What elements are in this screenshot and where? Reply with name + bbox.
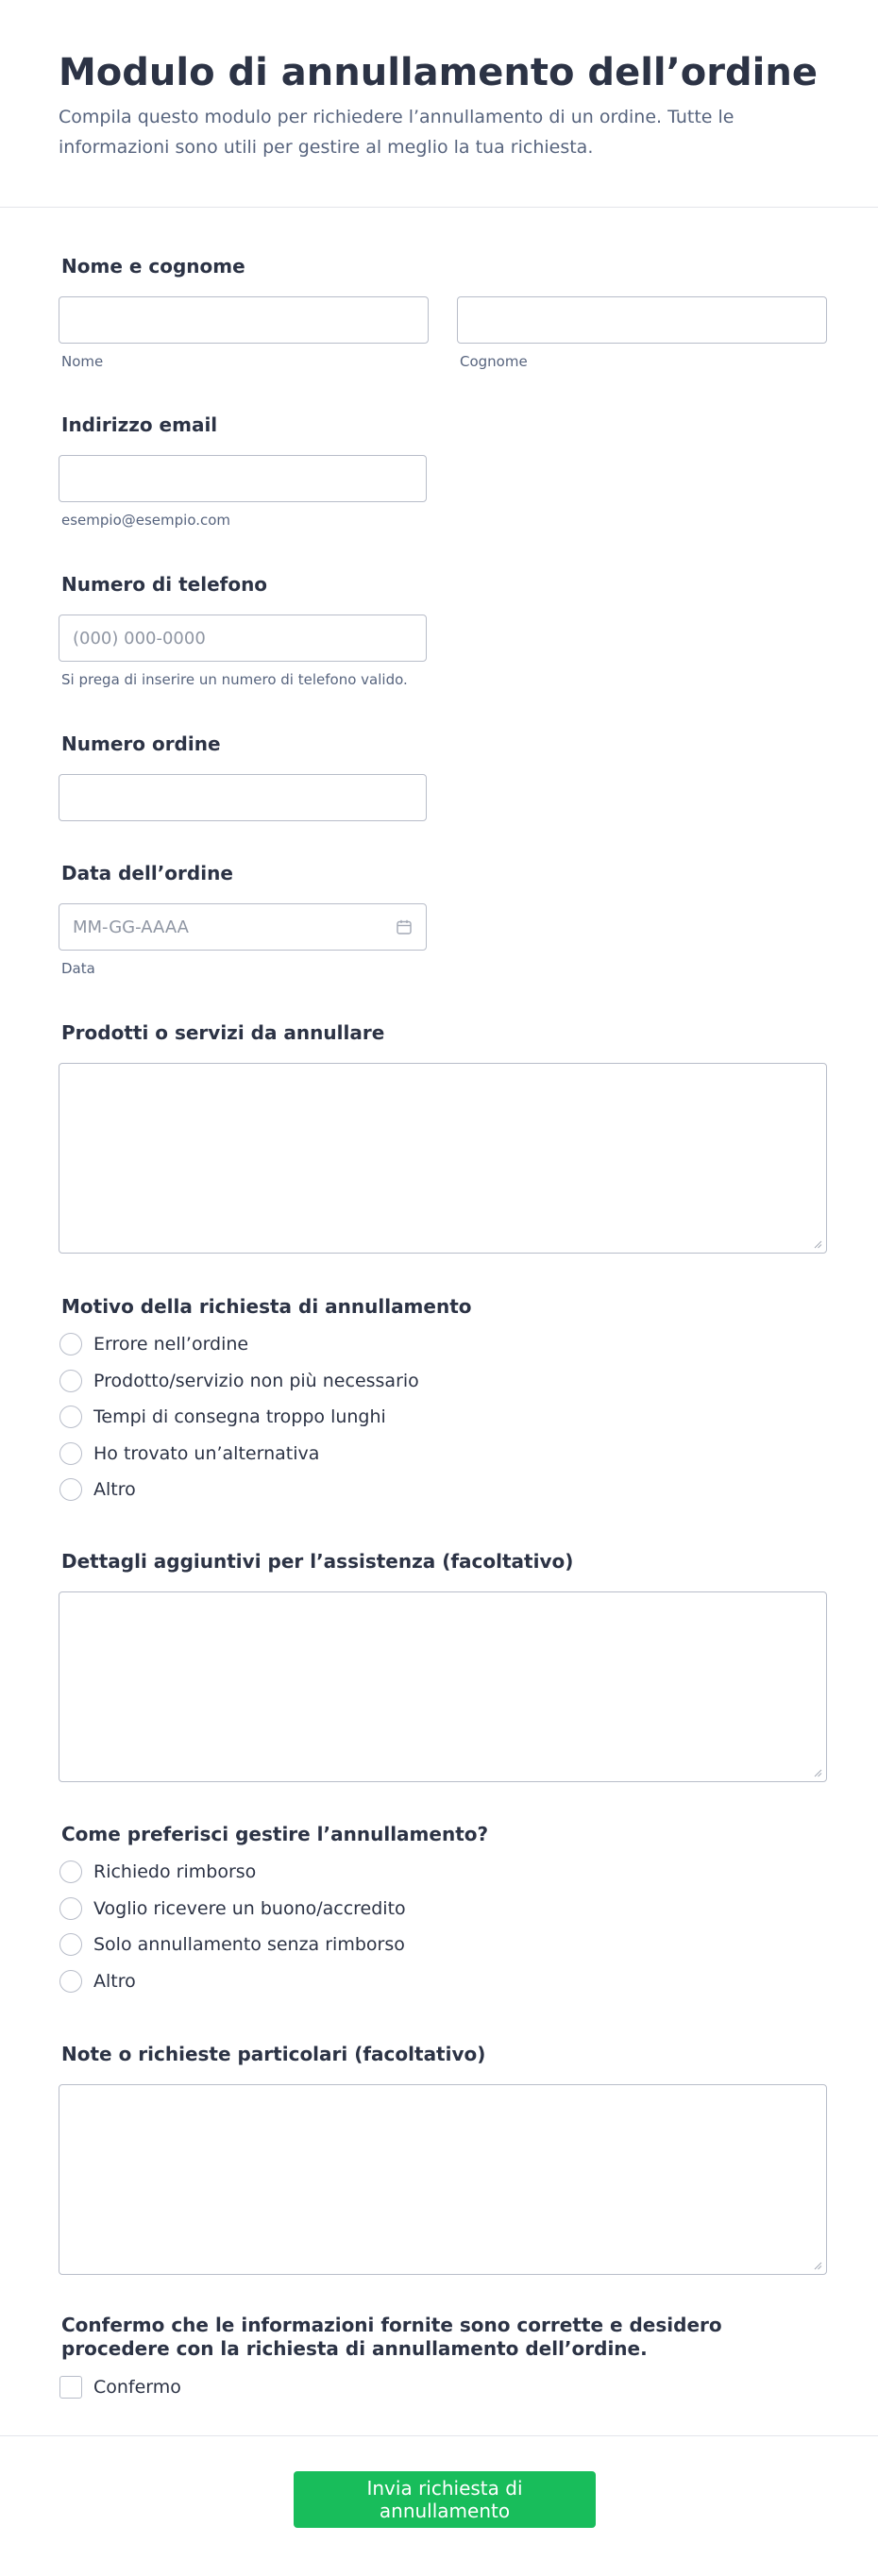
reason-option-label: Tempi di consegna troppo lunghi (93, 1406, 386, 1428)
notes-textarea[interactable] (59, 2084, 827, 2275)
full-name-field (59, 253, 827, 370)
reason-option[interactable] (59, 1399, 472, 1436)
order-date-input[interactable] (59, 903, 427, 951)
radio-button[interactable] (59, 1970, 82, 1993)
order-date-sublabel: Data (61, 960, 95, 977)
notes-label: Note o richieste particolari (facoltativo) (61, 2043, 486, 2065)
products-textarea[interactable] (59, 1063, 827, 1254)
handling-option[interactable] (59, 1854, 488, 1891)
details-label: Dettagli aggiuntivi per l’assistenza (facoltativo) (61, 1550, 574, 1573)
phone-sublabel: Si prega di inserire un numero di telefono valido. (61, 671, 408, 688)
handling-option-label: Voglio ricevere un buono/accredito (93, 1897, 406, 1919)
confirm-option-label: Confermo (93, 2377, 181, 2399)
resize-grip-icon[interactable] (813, 1239, 822, 1249)
reason-field-group (59, 1293, 472, 1508)
reason-option[interactable] (59, 1472, 472, 1508)
email-field-group (59, 412, 427, 529)
last-name-sublabel: Cognome (460, 353, 528, 370)
reason-options (59, 1326, 472, 1508)
radio-button[interactable] (59, 1442, 82, 1465)
handling-option[interactable] (59, 1927, 488, 1963)
phone-label: Numero di telefono (61, 573, 268, 596)
products-field-group (59, 1019, 827, 1254)
reason-option[interactable] (59, 1326, 472, 1363)
reason-option-label: Altro (93, 1479, 136, 1501)
phone-input[interactable] (59, 615, 427, 662)
phone-placeholder: (000) 000-0000 (73, 628, 206, 648)
last-name-input[interactable] (457, 296, 827, 344)
handling-label: Come preferisci gestire l’annullamento? (61, 1823, 489, 1845)
page-subtitle: Compila questo modulo per richiedere l’annullamento di un ordine. Tutte le informazioni sono utili per gestire al meglio la tua richiesta. (59, 107, 734, 158)
email-label: Indirizzo email (61, 413, 218, 436)
confirm-checkbox[interactable] (59, 2376, 82, 2399)
radio-button[interactable] (59, 1897, 82, 1920)
handling-option[interactable] (59, 1891, 488, 1928)
products-label: Prodotti o servizi da annullare (61, 1021, 385, 1044)
order-date-field-group (59, 860, 427, 977)
order-number-label: Numero ordine (61, 732, 221, 755)
details-field-group (59, 1548, 827, 1782)
handling-option[interactable] (59, 1963, 488, 2000)
reason-option-label: Errore nell’ordine (93, 1334, 249, 1355)
radio-button[interactable] (59, 1370, 82, 1392)
calendar-icon[interactable] (396, 918, 413, 935)
confirm-field-group (59, 2314, 827, 2406)
handling-option-label: Richiedo rimborso (93, 1861, 257, 1883)
reason-option[interactable] (59, 1436, 472, 1473)
first-name-input[interactable] (59, 296, 429, 344)
confirm-option[interactable] (59, 2369, 827, 2406)
radio-button[interactable] (59, 1406, 82, 1428)
resize-grip-icon[interactable] (813, 2261, 822, 2270)
radio-button[interactable] (59, 1333, 82, 1355)
submit-button[interactable]: Invia richiesta di annullamento (294, 2471, 596, 2528)
first-name-sublabel: Nome (61, 353, 104, 370)
handling-option-label: Solo annullamento senza rimborso (93, 1934, 405, 1956)
reason-label: Motivo della richiesta di annullamento (61, 1295, 472, 1318)
page-title: Modulo di annullamento dell’ordine (59, 51, 818, 94)
order-number-input[interactable] (59, 774, 427, 821)
form-header (0, 0, 878, 208)
confirm-label: Confermo che le informazioni fornite sono corrette e desidero procedere con la richiesta di annullamento dell’ordine. (61, 2314, 722, 2360)
order-date-label: Data dell’ordine (61, 862, 233, 884)
form-footer (0, 2435, 878, 2576)
reason-option[interactable] (59, 1363, 472, 1400)
full-name-label: Nome e cognome (61, 255, 245, 278)
resize-grip-icon[interactable] (813, 1768, 822, 1777)
handling-field-group (59, 1821, 488, 1999)
radio-button[interactable] (59, 1860, 82, 1883)
email-field[interactable] (59, 455, 427, 502)
radio-button[interactable] (59, 1933, 82, 1956)
email-sublabel: esempio@esempio.com (61, 512, 231, 529)
radio-button[interactable] (59, 1478, 82, 1501)
reason-option-label: Prodotto/servizio non più necessario (93, 1370, 419, 1391)
phone-field-group (59, 571, 427, 688)
notes-field-group (59, 2041, 827, 2275)
reason-option-label: Ho trovato un’alternativa (93, 1442, 320, 1464)
details-textarea[interactable] (59, 1591, 827, 1782)
handling-option-label: Altro (93, 1970, 136, 1992)
order-date-placeholder: MM-GG-AAAA (73, 917, 189, 937)
handling-options (59, 1854, 488, 1999)
order-number-field-group (59, 731, 427, 821)
